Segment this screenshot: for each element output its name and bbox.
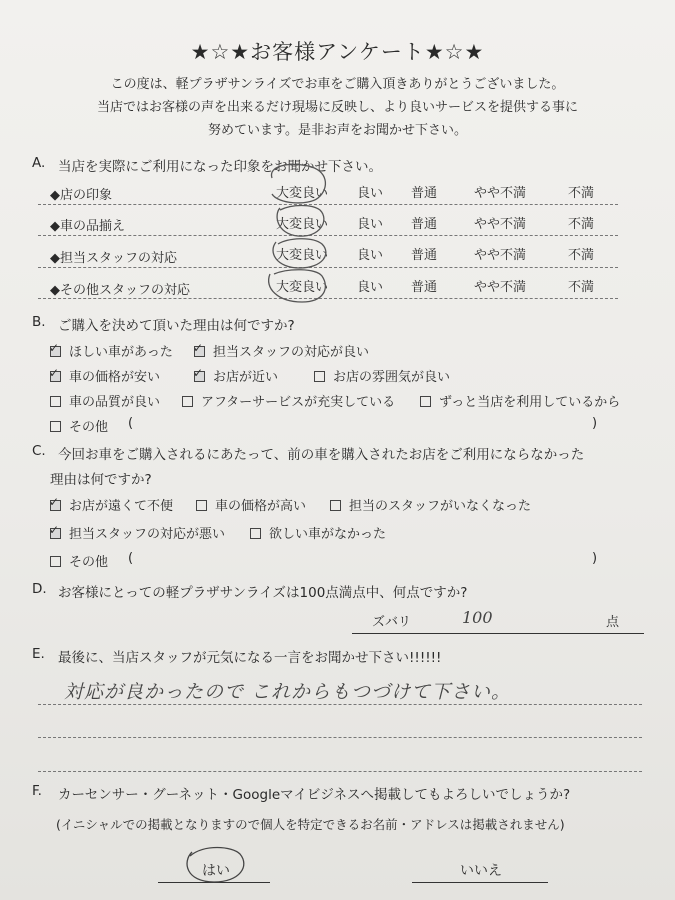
reason-label: お店の雰囲気が良い — [333, 370, 451, 385]
rating-option-bad[interactable]: 不満 — [568, 217, 595, 232]
section-b-question: ご購入を決めて頂いた理由は何ですか? — [58, 318, 295, 334]
checkbox[interactable] — [50, 396, 61, 407]
checkbox-checked[interactable] — [49, 341, 61, 357]
section-d-label: D. — [32, 581, 47, 597]
reason-option[interactable] — [330, 495, 531, 514]
reason-label: ほしい車があった — [69, 345, 173, 360]
checkbox[interactable] — [250, 528, 261, 539]
score-handwritten[interactable]: 100 — [462, 608, 493, 627]
rating-option-good[interactable]: 良い — [357, 217, 384, 232]
reason-option[interactable] — [50, 495, 173, 514]
section-c-question-cont: 理由は何ですか? — [50, 472, 152, 488]
reason-label: 担当スタッフの対応が悪い — [69, 527, 226, 542]
check-mark-icon: ✓ — [49, 495, 60, 509]
reason-option[interactable] — [314, 366, 450, 385]
score-prefix: ズバリ — [372, 615, 412, 630]
checkbox[interactable] — [314, 371, 325, 382]
reason-label: アフターサービスが充実している — [201, 395, 396, 410]
rating-option-very-good[interactable]: 大変良い — [276, 248, 329, 263]
rating-option-average[interactable]: 普通 — [411, 248, 438, 263]
other-paren-open: ( — [128, 416, 134, 431]
rating-option-very-good[interactable]: 大変良い — [276, 186, 329, 201]
score-underline — [352, 633, 644, 634]
reason-option[interactable] — [194, 341, 369, 360]
checkbox[interactable] — [330, 500, 341, 511]
checkbox[interactable] — [50, 556, 61, 567]
reason-label: 担当のスタッフがいなくなった — [349, 499, 532, 514]
checkbox-checked[interactable] — [193, 341, 205, 357]
reason-option[interactable] — [50, 523, 225, 542]
rating-option-somewhat-bad[interactable]: やや不満 — [474, 280, 527, 295]
reason-label: 欲しい車がなかった — [269, 527, 387, 542]
section-f-question: カーセンサー・グーネット・Googleマイビジネスへ掲載してもよろしいでしょうか? — [58, 787, 571, 803]
comment-line — [38, 704, 642, 705]
reason-label: その他 — [69, 555, 109, 570]
check-mark-icon: ✓ — [49, 523, 60, 537]
answer-no[interactable]: いいえ — [460, 863, 502, 879]
rating-option-very-good[interactable]: 大変良い — [276, 217, 329, 232]
check-mark-icon: ✓ — [49, 366, 60, 380]
score-unit: 点 — [606, 615, 620, 630]
rating-option-bad[interactable]: 不満 — [568, 186, 595, 201]
section-d-question: お客様にとっての軽プラザサンライズは100点満点中、何点ですか? — [58, 585, 468, 601]
checkbox-checked[interactable] — [49, 366, 61, 382]
reason-label: 車の品質が良い — [69, 395, 161, 410]
checkbox[interactable] — [420, 396, 431, 407]
reason-option[interactable] — [182, 391, 395, 410]
reason-label: お店が近い — [213, 370, 279, 385]
checkbox[interactable] — [196, 500, 207, 511]
rating-row-label: ◆担当スタッフの対応 — [50, 251, 177, 266]
rating-row-label: ◆車の品揃え — [50, 219, 125, 234]
checkbox[interactable] — [50, 421, 61, 432]
checkbox[interactable] — [182, 396, 193, 407]
other-paren-open: ( — [128, 551, 134, 566]
rating-option-somewhat-bad[interactable]: やや不満 — [474, 217, 527, 232]
hand-drawn-yes-circle — [180, 842, 252, 888]
rating-option-good[interactable]: 良い — [357, 248, 384, 263]
check-mark-icon: ✓ — [49, 341, 60, 355]
reason-option[interactable] — [420, 391, 620, 410]
rating-option-good[interactable]: 良い — [357, 186, 384, 201]
reason-option[interactable] — [196, 495, 306, 514]
intro-line-1: この度は、軽プラザサンライズでお車をご購入頂きありがとうございました。 — [110, 77, 565, 92]
comment-line — [38, 737, 642, 738]
section-c-question: 今回お車をご購入されるにあたって、前の車を購入されたお店をご利用にならなかった — [58, 447, 585, 463]
other-paren-close: ) — [592, 551, 598, 566]
reason-label: 車の価格が安い — [69, 370, 161, 385]
check-mark-icon: ✓ — [193, 341, 204, 355]
reason-option[interactable] — [50, 366, 160, 385]
page-title: ★☆★お客様アンケート★☆★ — [190, 40, 485, 64]
rating-option-average[interactable]: 普通 — [411, 280, 438, 295]
section-f-note: (イニシャルでの掲載となりますので個人を特定できるお名前・アドレスは掲載されません) — [56, 817, 565, 832]
rating-option-average[interactable]: 普通 — [411, 217, 438, 232]
section-c-label: C. — [32, 443, 46, 459]
rating-row-label: ◆店の印象 — [50, 188, 112, 203]
section-a-label: A. — [32, 155, 46, 171]
rating-option-bad[interactable]: 不満 — [568, 248, 595, 263]
reason-option[interactable] — [194, 366, 278, 385]
rating-option-somewhat-bad[interactable]: やや不満 — [474, 248, 527, 263]
reason-label: お店が遠くて不便 — [69, 499, 174, 514]
rating-option-average[interactable]: 普通 — [411, 186, 438, 201]
section-f-label: F. — [32, 783, 42, 799]
comment-line — [38, 771, 642, 772]
checkbox-checked[interactable] — [49, 523, 61, 539]
rating-option-very-good[interactable]: 大変良い — [276, 280, 329, 295]
comment-handwritten[interactable]: 対応が良かったので これからもつづけて下さい。 — [64, 681, 512, 703]
rating-option-somewhat-bad[interactable]: やや不満 — [474, 186, 527, 201]
section-a-question: 当店を実際にご利用になった印象をお聞かせ下さい。 — [58, 159, 382, 175]
reason-option[interactable] — [50, 341, 173, 360]
check-mark-icon: ✓ — [193, 366, 204, 380]
intro-line-2: 当店ではお客様の声を出来るだけ現場に反映し、より良いサービスを提供する事に — [96, 100, 578, 115]
answer-yes[interactable]: はい — [202, 863, 230, 879]
reason-option-other[interactable] — [50, 416, 108, 435]
no-underline — [412, 882, 548, 883]
section-e-question: 最後に、当店スタッフが元気になる一言をお聞かせ下さい!!!!!! — [58, 650, 442, 666]
intro-line-3: 努めています。是非お声をお聞かせ下さい。 — [208, 123, 467, 138]
other-paren-close: ) — [592, 416, 598, 431]
rating-row-label: ◆その他スタッフの対応 — [50, 283, 190, 298]
rating-option-good[interactable]: 良い — [357, 280, 384, 295]
checkbox-checked[interactable] — [49, 495, 61, 511]
reason-label: 担当スタッフの対応が良い — [213, 345, 370, 360]
checkbox-checked[interactable] — [193, 366, 205, 382]
section-b-label: B. — [32, 314, 46, 330]
reason-option[interactable] — [250, 523, 386, 542]
reason-option-other[interactable] — [50, 551, 108, 570]
reason-label: その他 — [69, 420, 109, 435]
section-e-label: E. — [32, 646, 45, 662]
hand-drawn-selection-circles — [258, 160, 338, 310]
reason-option[interactable] — [50, 391, 160, 410]
reason-label: ずっと当店を利用しているから — [439, 395, 621, 410]
rating-option-bad[interactable]: 不満 — [568, 280, 595, 295]
reason-label: 車の価格が高い — [215, 499, 307, 514]
